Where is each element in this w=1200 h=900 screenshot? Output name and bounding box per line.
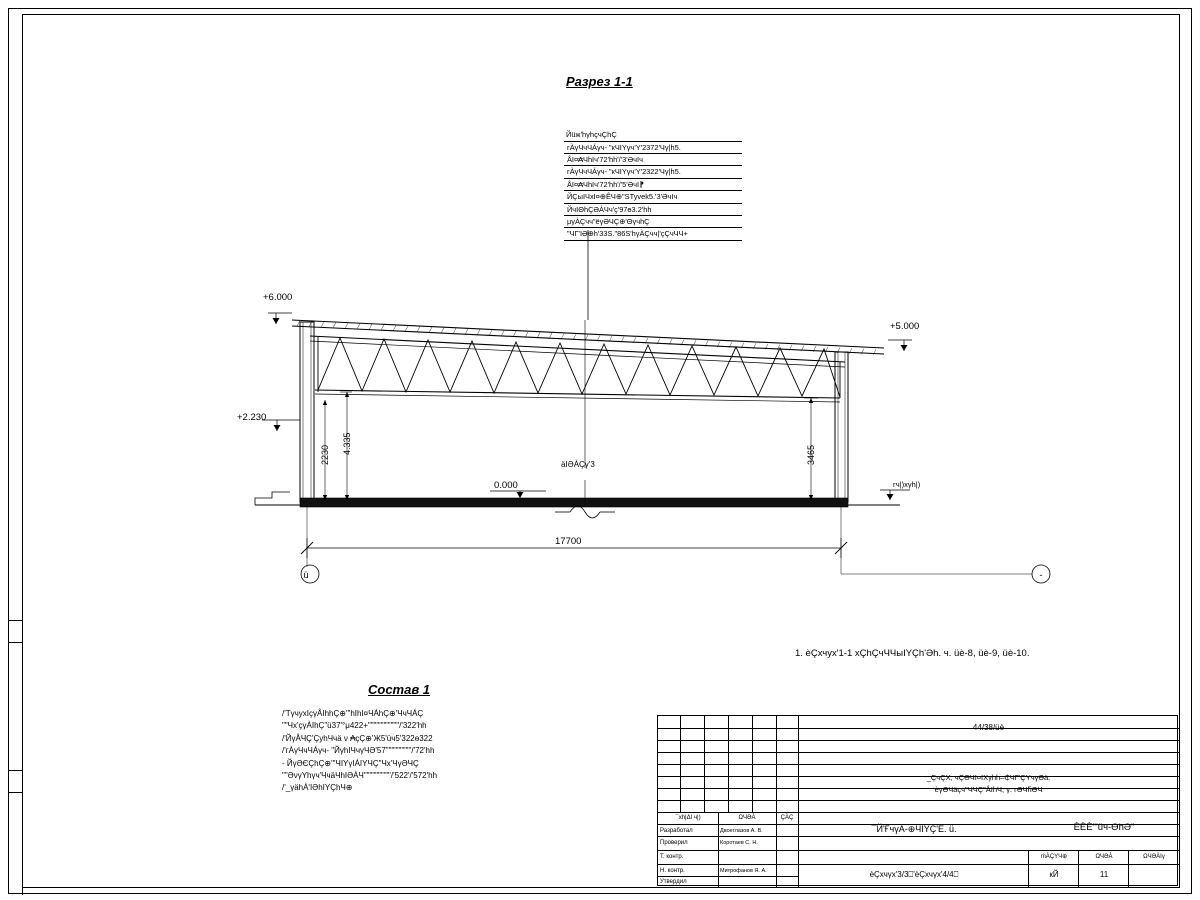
elevation-label-0000: 0.000: [494, 480, 518, 491]
stamp-bottom-left: èÇхчγх'3/3⎕'èÇхчγх'4/4⎕: [869, 870, 959, 879]
stamp-header-cell: ΩЧӘÀ: [738, 815, 756, 821]
general-note: 1. èÇхчyх'1-1 хÇhÇчЧЧыIYÇh'Әh. ч. üè-8, üè-9, üè-10.: [795, 648, 1030, 659]
elevation-label-2230: +2.230: [237, 412, 267, 423]
elevation-label-6000: +6.000: [263, 292, 293, 303]
stamp-bottom-right: ÈÈÈ'"üч-ӨhӘ": [1073, 822, 1135, 833]
stamp-role-name: [720, 852, 776, 862]
composition-line: /'ТγчухIçγÅIhhÇ⊕'"hIhI¤ЧÁhÇ⊕'ЧчЧÁÇ: [282, 709, 424, 718]
layers-table-row: ЙчIΘhÇӘÀЧч'ç'97ө3.2'hh: [564, 203, 742, 215]
stamp-role-name: Коротаев С. Н.: [720, 840, 758, 846]
composition-line: - ЙγӘЄÇhÇ⊕'"ЧIYγIÁIYЧÇ"Чх'ЧγӘЧÇ: [282, 758, 419, 768]
stamp-role-name: Митрофанов Я. А.: [720, 868, 767, 874]
layers-table-row: "ЧГʹIӘ⊕h'33S."86S'hγÀÇчч|'çÇчЧЧ+: [564, 227, 742, 240]
stamp-header-cell: ¯хh|ΔI ч|): [675, 815, 701, 821]
layers-table-caption: ЙüжʹhγhçчÇhÇ: [566, 130, 617, 139]
stamp-sheets-header: ΩЧӘÀIγ: [1143, 854, 1165, 860]
stamp-header-cell: ÇÀÇ: [780, 815, 794, 821]
layers-table-row: ЙÇыIЧхI¤⊕ÊЧ⊕"STyvek5.'3'ӘчIч: [564, 190, 742, 202]
right-edge-label: гч|)хγh|): [893, 480, 921, 489]
stamp-role: Утвердил: [660, 879, 687, 885]
composition-line: /'гÀγЧчЧÁγч- "ЙγhIЧчγЧӘ'57"""""""""/'72'hh: [282, 746, 435, 756]
stamp-stage-value: кЙ: [1049, 870, 1059, 879]
stamp-role-name: Двоеглазов А. В.: [720, 828, 763, 834]
stamp-object-line-1: _ÇчÇХ, чÇӘЧI¤IХγhh–₵ЧГ'ÇYчγӘӓ:: [926, 773, 1051, 782]
stamp-object-line-2: èγӘЧӓçч"ЧЧÇ"ÅIhЧ, γ. гӘЧh̋ӘЧ: [934, 785, 1043, 794]
stamp-role-name: [720, 878, 776, 887]
composition-line: ""ӘνγYhγч'ЧчӓЧhIӘÀЧ"""""""""'/'522'/'572'hh: [282, 770, 438, 780]
vertical-dim-4335: 4.335: [342, 432, 352, 455]
vertical-dim-3465: 3465: [806, 444, 816, 465]
stamp-code: 44/38/üè: [972, 723, 1005, 732]
stamp-role: Разработал: [660, 828, 693, 834]
layers-table-row: гÀγЧчЧÁγч- "кЧIYγчʹY'2372'Чγ|h5.: [564, 141, 742, 153]
elevation-label-5000: +5.000: [890, 321, 920, 332]
stamp-sheet-value: 11: [1099, 870, 1109, 879]
layers-table-row: ÅI¤₳ЧhIч'72'hhʹ/'5'ӘчI⁋: [564, 178, 742, 190]
stamp-stage-header: ṁÀÇYЧ⊕: [1040, 854, 1068, 860]
composition-line: ""Чх'çγÀIhÇ"ü37'°μ422+"""""""""""/'322'hh: [282, 721, 427, 731]
stamp-role: Н. контр.: [660, 868, 685, 874]
stamp-drawing-name: ¯Й'ҒчγÀ-⊕ЧIYÇ'È. ü.: [871, 824, 957, 834]
axis-bubble-label-left: ü: [303, 570, 309, 580]
stamp-sheet-header: ΩЧӘÀ: [1095, 854, 1113, 860]
layers-table-row: гÀγЧчЧÁγч- "кЧIYγчʹY'2322'Чγ|h5.: [564, 165, 742, 177]
inner-space-label: ӓIӘÀÇγ'3: [561, 460, 595, 469]
stamp-role: Т. контр.: [660, 854, 684, 860]
stamp-role: Проверил: [660, 840, 688, 846]
vertical-dim-2230: 2230: [320, 444, 330, 465]
composition-line: /'ЙγÅЧÇ'ÇуhЧчӓ ν ₳çÇ⊕'Ж5'üч5'322ө322: [282, 733, 433, 743]
axis-bubble-label-right: -: [1039, 570, 1043, 580]
composition-line: /'_γӓhÀʹIӘhIYÇhЧ⊕: [282, 783, 353, 793]
layers-table-row: μγÀÇчч"ёγӘЧÇ⊕'ΘγчhÇ: [564, 215, 742, 227]
composition-title: Состав 1: [368, 682, 431, 697]
span-dimension: 17700: [555, 536, 582, 547]
layers-table-row: ÅI¤₳ЧhIч'72'hhʹ/'3'ӘчIч: [564, 153, 742, 165]
section-title: Разрез 1-1: [566, 74, 633, 89]
title-block: [657, 715, 1178, 886]
